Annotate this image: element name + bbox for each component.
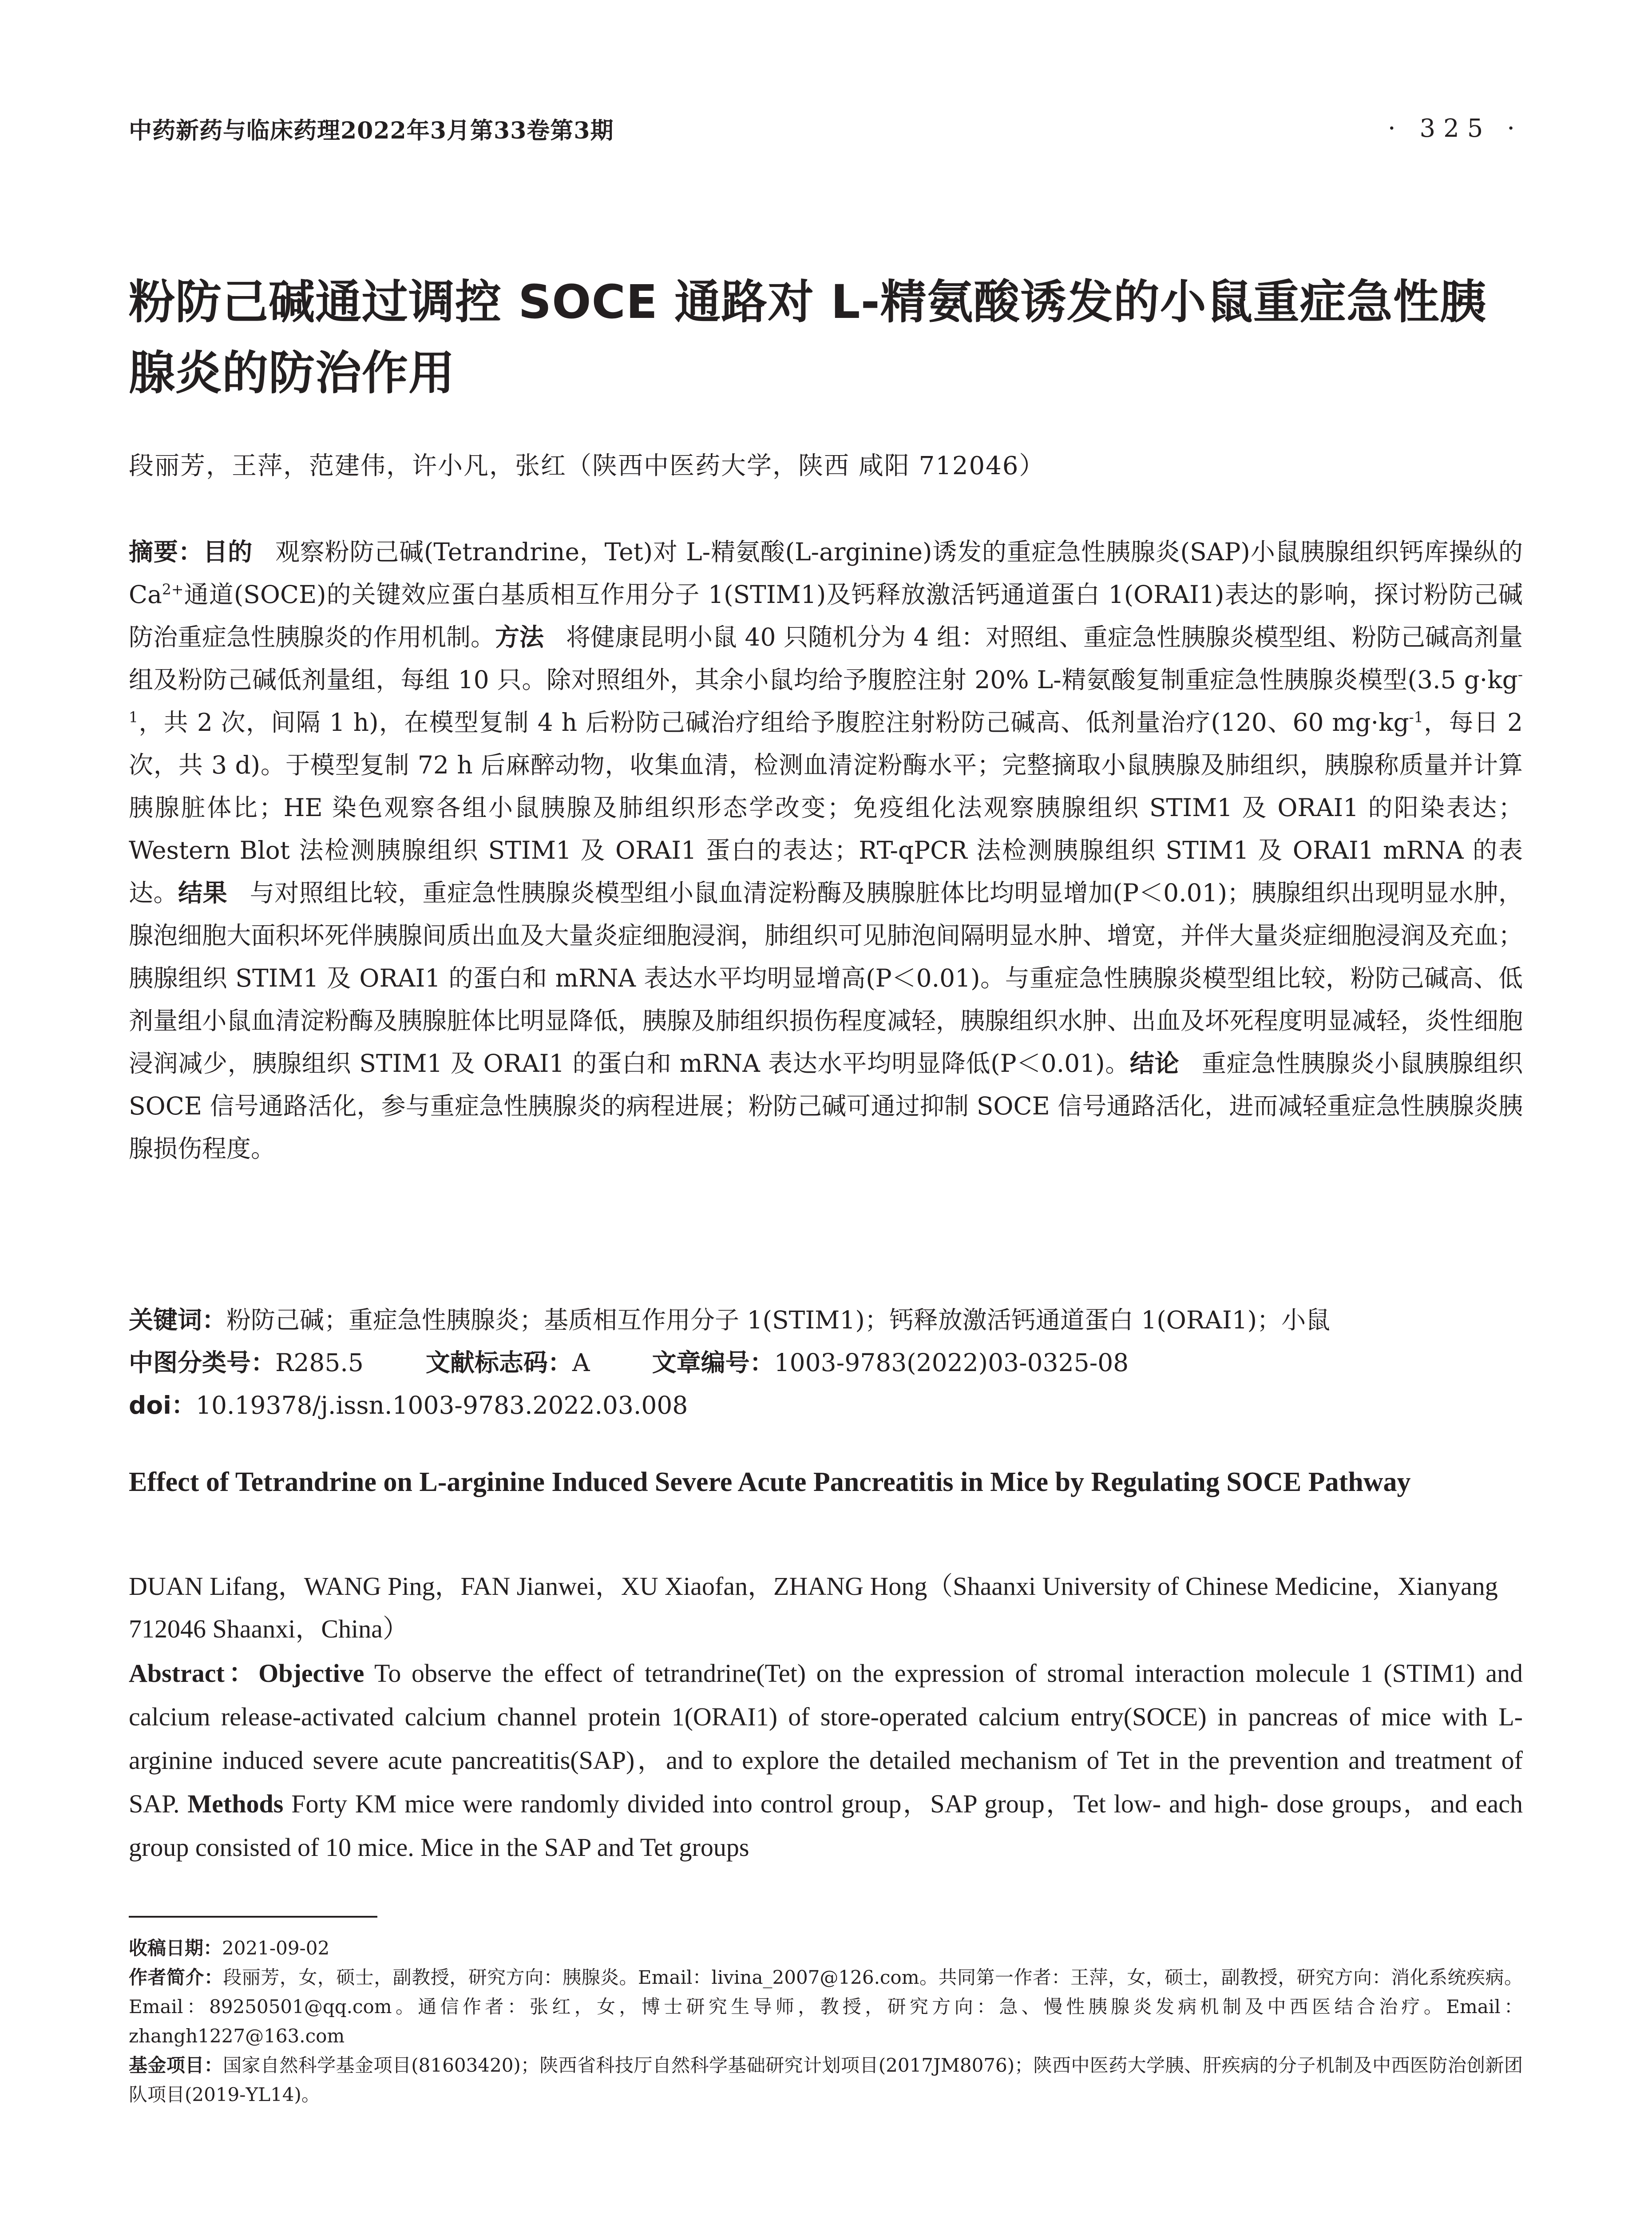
page-number: · 325 ·: [1387, 114, 1523, 143]
author-line: 段丽芳，王萍，范建伟，许小凡，张红（陕西中医药大学，陕西 咸阳 712046）: [129, 452, 1045, 480]
objective-text: 观察粉防己碱(Tetrandrine，Tet)对 L-精氨酸(L-arginine)诱发的重症急性胰腺炎(SAP)小鼠胰腺组织钙库操纵的 Ca: [129, 538, 1523, 609]
methods-label: 方法: [495, 623, 544, 651]
received-value: 2021-09-02: [222, 1937, 330, 1959]
footnote-rule: [129, 1916, 377, 1918]
abstract-label: 摘要：: [129, 538, 203, 566]
english-abstract: [129, 1652, 1523, 1869]
received-label: 收稿日期：: [129, 1937, 222, 1959]
doi-value: 10.19378/j.issn.1003-9783.2022.03.008: [196, 1391, 688, 1419]
fund-label: 基金项目：: [129, 2054, 223, 2076]
article-number-label: 文章编号：: [652, 1348, 774, 1377]
bio-text: 段丽芳，女，硕士，副教授，研究方向：胰腺炎。Email：livina_2007@126.com。共同第一作者：王萍，女，硕士，副教授，研究方向：消化系统疾病。Email：89250501@qq.com。通信作者：张红，女，博士研究生导师，教授，研究方向：急、慢性胰腺炎发病机制及中西医结合治疗。Email：zhangh1227@163.com: [129, 1966, 1523, 2047]
document-code-label: 文献标志码：: [425, 1348, 572, 1377]
bio-label: 作者简介：: [129, 1966, 223, 1988]
english-methods-text: Forty KM mice were randomly divided into control group，SAP group，Tet low- and high- dose groups，and each group consisted of 10 mice. Mice in the SAP and Tet groups: [129, 1789, 1523, 1862]
english-objective-text: To observe the effect of tetrandrine(Tet) on the expression of stromal interaction molecule 1 (STIM1) and calcium release-activated calcium channel protein 1(ORAI1) of store-operated calcium entry(SOCE) in pancreas of mice with L-arginine induced severe acute pancreatitis(SAP)，and to explore the detailed mechanism of Tet in the prevention and treatment of SAP.: [129, 1659, 1523, 1818]
doi-line: [129, 1384, 1523, 1427]
journal-issue: 中药新药与临床药理2022年3月第33卷第3期: [129, 117, 614, 144]
document-code-value: A: [572, 1348, 590, 1377]
keywords-label: 关键词：: [129, 1306, 227, 1334]
article-number-value: 1003-9783(2022)03-0325-08: [774, 1348, 1129, 1377]
author-bio: [129, 1963, 1523, 2051]
superscript: -1: [1409, 708, 1423, 726]
methods-text-end: ，每日 2 次，共 3 d)。于模型复制 72 h 后麻醉动物，收集血清，检测血清淀粉酶水平；完整摘取小鼠胰腺及肺组织，胰腺称质量并计算胰腺脏体比；HE 染色观察各组小鼠胰腺及肺组织形态学改变；免疫组化法观察胰腺组织 STIM1 及 ORAI1 的阳染表达；Western Blot 法检测胰腺组织 STIM1 及 ORAI1 蛋白的表达；RT-qPCR 法检测胰腺组织 STIM1 及 ORAI1 mRNA 的表达。: [129, 708, 1523, 907]
clc-value: R285.5: [275, 1348, 364, 1377]
conclusion-text: 重症急性胰腺炎小鼠胰腺组织 SOCE 信号通路活化，参与重症急性胰腺炎的病程进展；粉防己碱可通过抑制 SOCE 信号通路活化，进而减轻重症急性胰腺炎胰腺损伤程度。: [129, 1049, 1523, 1163]
superscript: 2+: [162, 580, 184, 598]
fund-text: 国家自然科学基金项目(81603420)；陕西省科技厅自然科学基础研究计划项目(2017JM8076)；陕西中医药大学胰、肝疾病的分子机制及中西医防治创新团队项目(2019-YL14)。: [129, 2054, 1523, 2105]
objective-label: 目的: [203, 538, 253, 566]
keywords: [129, 1299, 1523, 1341]
methods-text-cont: ，共 2 次，间隔 1 h)，在模型复制 4 h 后粉防己碱治疗组给予腹腔注射粉防己碱高、低剂量治疗(120、60 mg·kg: [138, 708, 1409, 737]
conclusion-label: 结论: [1129, 1049, 1180, 1078]
english-title: Effect of Tetrandrine on L-arginine Induced Severe Acute Pancreatitis in Mice by Regulating SOCE Pathway: [129, 1467, 1411, 1497]
doi-label: doi：: [129, 1391, 196, 1419]
clc-label: 中图分类号：: [129, 1348, 276, 1377]
article-title: 粉防己碱通过调控 SOCE 通路对 L-精氨酸诱发的小鼠重症急性胰腺炎的防治作用: [129, 275, 1486, 400]
funding: [129, 2051, 1523, 2109]
english-authors: DUAN Lifang，WANG Ping，FAN Jianwei，XU Xiaofan，ZHANG Hong（Shaanxi University of Chinese Medicine，Xianyang 712046 Shaanxi，China）: [129, 1572, 1498, 1643]
results-text: 与对照组比较，重症急性胰腺炎模型组小鼠血清淀粉酶及胰腺脏体比均明显增加(P＜0.01)；胰腺组织出现明显水肿，腺泡细胞大面积坏死伴胰腺间质出血及大量炎症细胞浸润，肺组织可见肺泡间隔明显水肿、增宽，并伴大量炎症细胞浸润及充血；胰腺组织 STIM1 及 ORAI1 的蛋白和 mRNA 表达水平均明显增高(P＜0.01)。与重症急性胰腺炎模型组比较，粉防己碱高、低剂量组小鼠血清淀粉酶及胰腺脏体比明显降低，胰腺及肺组织损伤程度减轻，胰腺组织水肿、出血及坏死程度明显减轻，炎性细胞浸润减少，胰腺组织 STIM1 及 ORAI1 的蛋白和 mRNA 表达水平均明显降低(P＜0.01)。: [129, 879, 1523, 1078]
keywords-text: 粉防己碱；重症急性胰腺炎；基质相互作用分子 1(STIM1)；钙释放激活钙通道蛋白 1(ORAI1)；小鼠: [226, 1306, 1331, 1334]
english-objective-label: Objective: [258, 1659, 364, 1688]
chinese-abstract: [129, 531, 1523, 1170]
results-label: 结果: [178, 879, 228, 907]
running-head: [129, 112, 1523, 145]
superscript: -1: [129, 666, 1523, 726]
english-methods-label: Methods: [187, 1789, 284, 1818]
classification-line: [129, 1341, 1523, 1384]
methods-text: 将健康昆明小鼠 40 只随机分为 4 组：对照组、重症急性胰腺炎模型组、粉防己碱高剂量组及粉防己碱低剂量组，每组 10 只。除对照组外，其余小鼠均给予腹腔注射 20% L-精氨酸复制重症急性胰腺炎模型(3.5 g·kg: [129, 623, 1523, 694]
english-abstract-label: Abstract：: [129, 1659, 259, 1688]
footnotes: [129, 1934, 1523, 2109]
objective-text-cont: 通道(SOCE)的关键效应蛋白基质相互作用分子 1(STIM1)及钙释放激活钙通道蛋白 1(ORAI1)表达的影响，探讨粉防己碱防治重症急性胰腺炎的作用机制。: [129, 580, 1523, 651]
received-date: [129, 1934, 1523, 1963]
